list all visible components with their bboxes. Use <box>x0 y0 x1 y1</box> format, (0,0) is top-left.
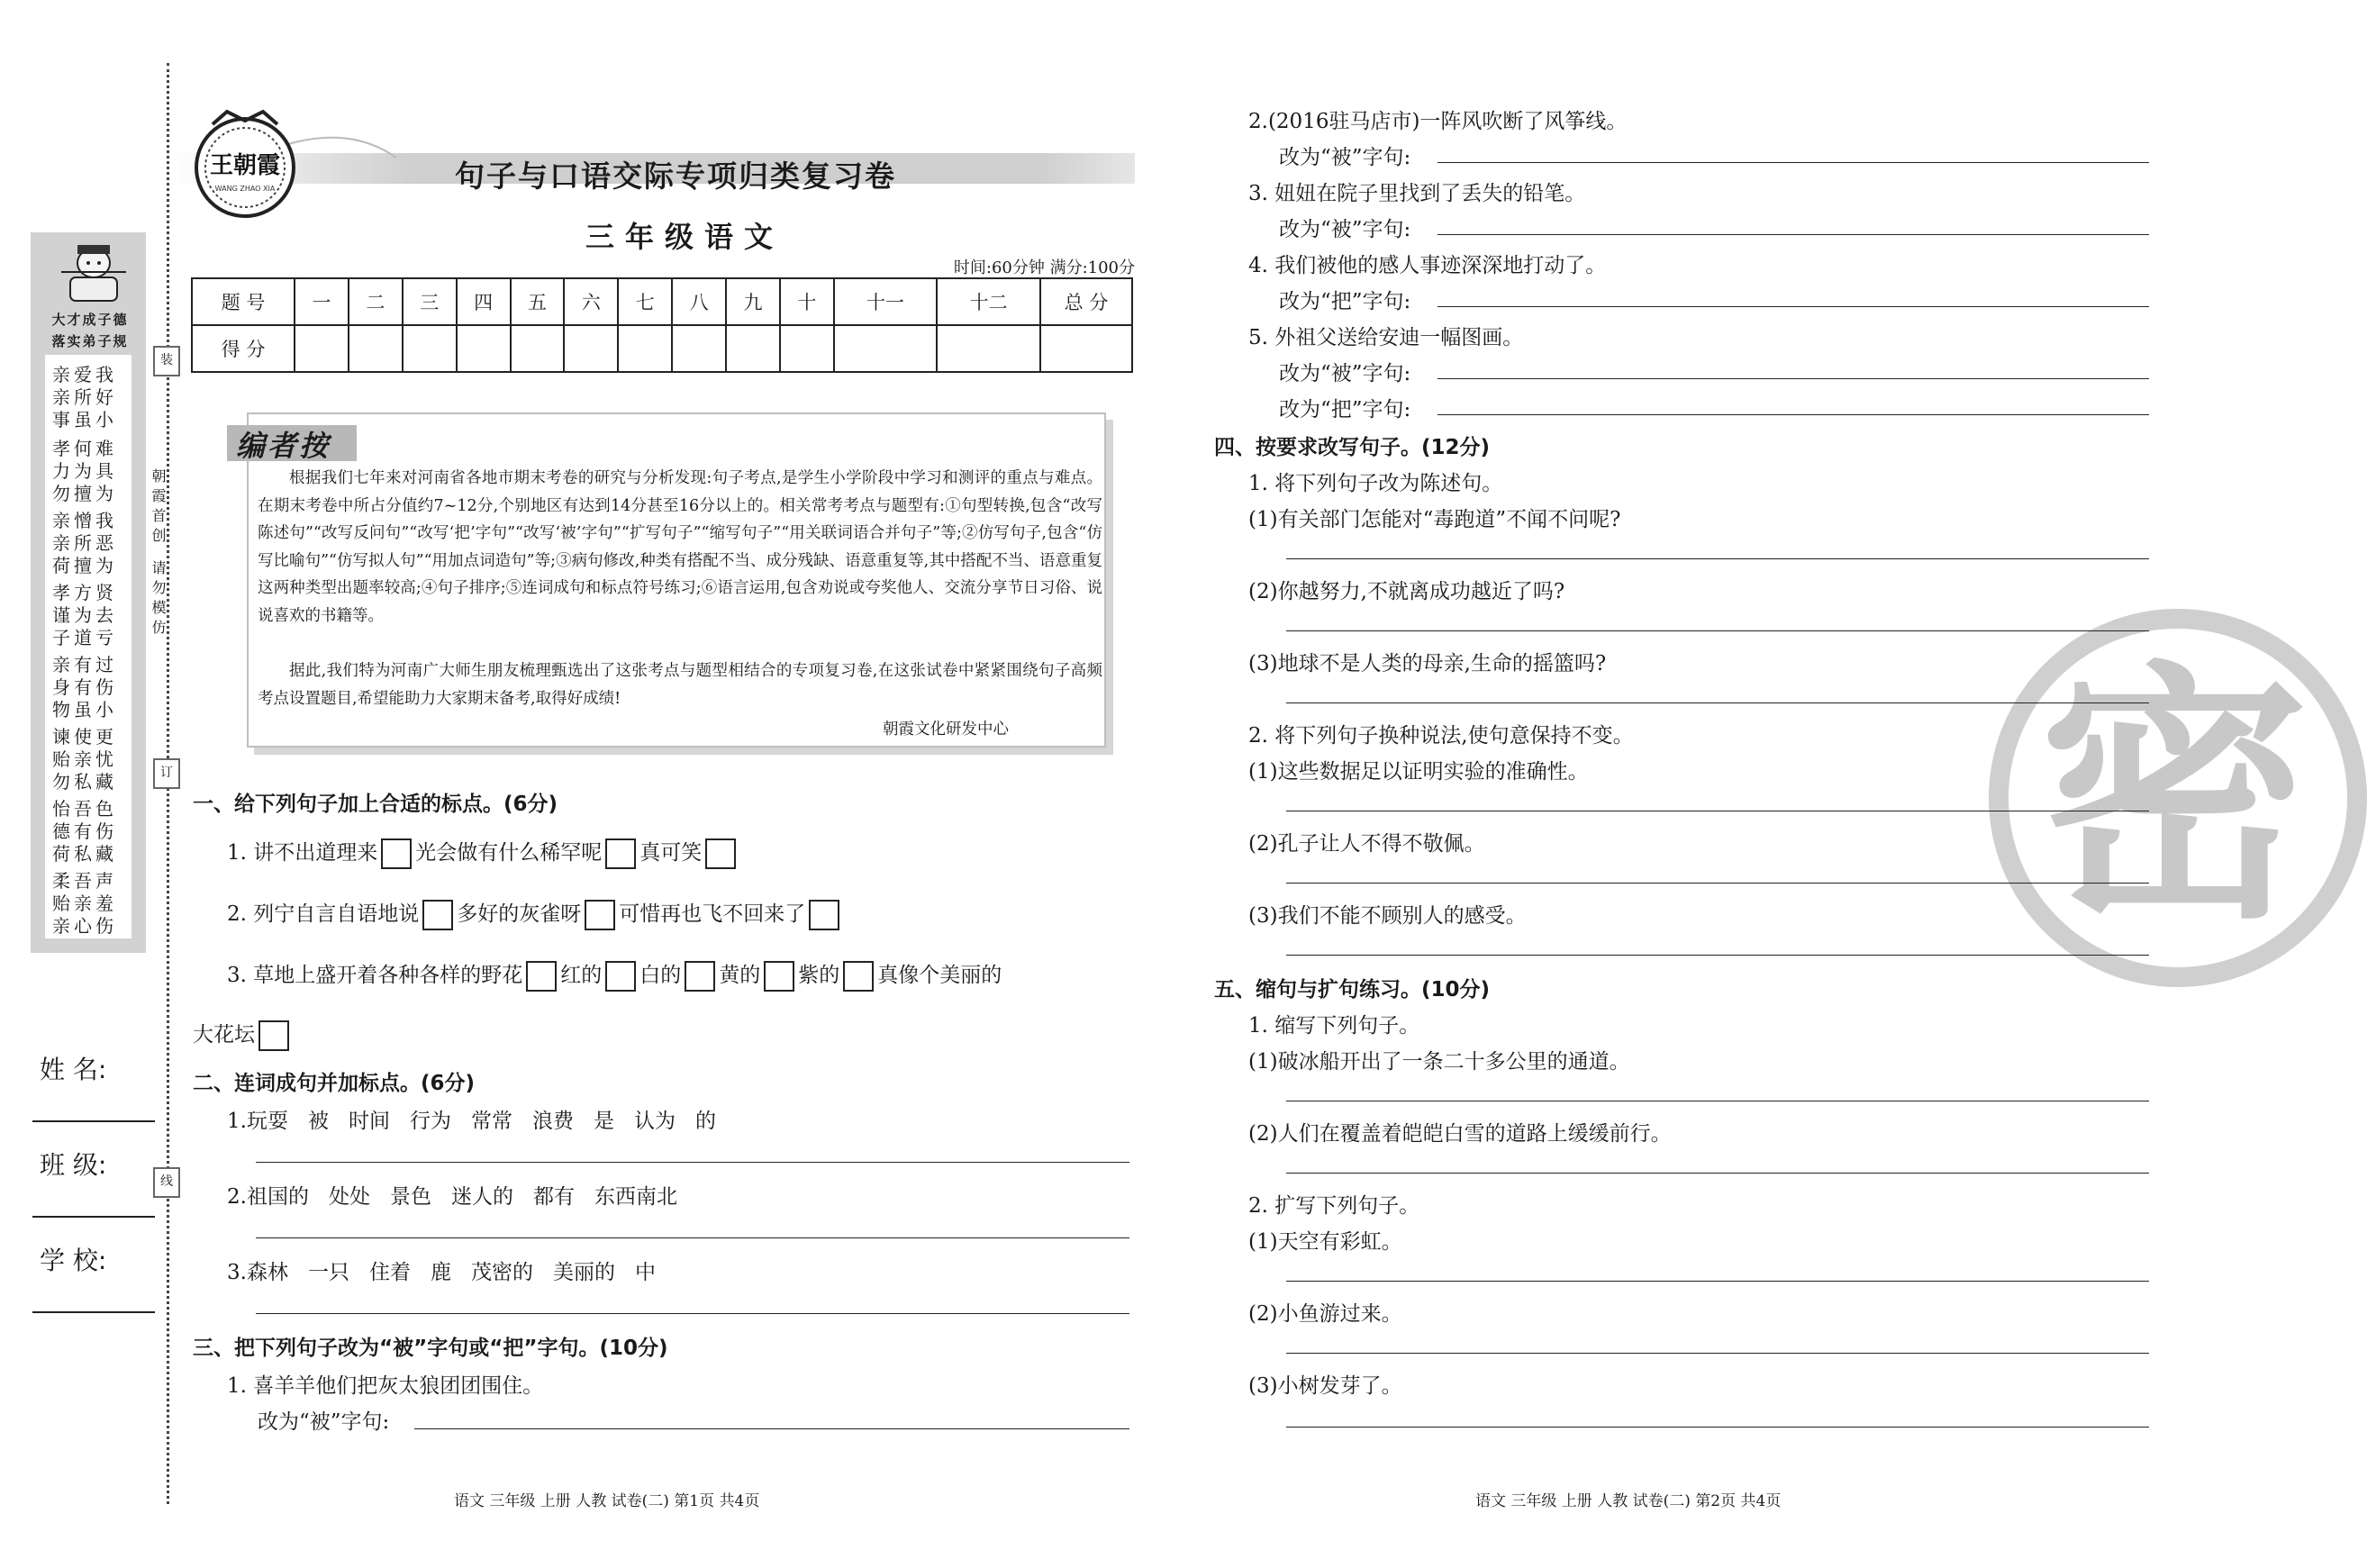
punctuation-box[interactable] <box>705 838 736 869</box>
answer-line[interactable] <box>1286 955 2149 956</box>
rule-row: 谏使更 贻亲忧 勿私藏 <box>52 726 117 793</box>
section5-item: (3)小树发芽了。 <box>1248 1374 1402 1398</box>
editor-note-signature: 朝霞文化研发中心 <box>883 721 1009 739</box>
answer-line[interactable] <box>1286 558 2149 559</box>
answer-prompt: 改为“被”字句: <box>1279 146 1411 169</box>
rule-row: 孝方贤 谨为去 子道亏 <box>52 582 117 648</box>
score-header-cell: 五 <box>511 278 565 325</box>
punctuation-box[interactable] <box>605 961 636 992</box>
score-header-cell: 三 <box>403 278 457 325</box>
page-subtitle: 三年级语文 <box>585 220 784 254</box>
seal-mark: 装 <box>153 346 180 376</box>
section4-question-1: 1. 将下列句子改为陈述句。 <box>1248 472 1503 495</box>
score-header-row <box>192 278 1132 325</box>
section4-item: (2)孔子让人不得不敬佩。 <box>1248 832 1485 856</box>
section2-heading: 二、连词成句并加标点。(6分) <box>193 1072 476 1095</box>
school-label: 学 校: <box>40 1246 107 1275</box>
score-header-cell: 题 号 <box>192 278 295 325</box>
rule-row: 柔吾声 贻亲羞 亲心伤 <box>52 870 117 937</box>
score-header-cell: 十一 <box>834 278 938 325</box>
answer-line[interactable] <box>256 1162 1129 1163</box>
seal-mark: 线 <box>153 1167 180 1198</box>
answer-line[interactable] <box>1437 162 2149 163</box>
section5-question-1: 1. 缩写下列句子。 <box>1248 1014 1420 1038</box>
score-cell[interactable] <box>564 325 618 372</box>
score-value-row <box>192 325 1132 372</box>
score-cell[interactable] <box>618 325 672 372</box>
answer-line[interactable] <box>1437 414 2149 415</box>
section3-question-2: 2.(2016驻马店市)一阵风吹断了风筝线。 <box>1248 110 1628 133</box>
punctuation-box[interactable] <box>764 961 794 992</box>
seal-mark: 订 <box>153 758 180 789</box>
score-cell[interactable] <box>511 325 565 372</box>
section1-question-2: 2. 列宁自言自语地说 多好的灰雀呀 可惜再也飞不回来了 <box>227 897 843 930</box>
score-header-cell: 六 <box>564 278 618 325</box>
punctuation-box[interactable] <box>526 961 557 992</box>
section3-question-5: 5. 外祖父送给安迪一幅图画。 <box>1248 326 1524 349</box>
punctuation-box[interactable] <box>605 838 636 869</box>
rule-row: 亲爱我 亲所好 事虽小 <box>52 364 117 431</box>
score-cell[interactable] <box>403 325 457 372</box>
brand-logo <box>177 106 313 223</box>
vertical-note-no-copy: 请勿模仿 <box>150 560 167 639</box>
score-header-cell: 总 分 <box>1040 278 1132 325</box>
section5-item: (2)人们在覆盖着皑皑白雪的道路上缓缓前行。 <box>1248 1122 1672 1146</box>
section2-question-1: 1.玩耍 被 时间 行为 常常 浪费 是 认为 的 <box>227 1110 716 1133</box>
answer-prompt: 改为“把”字句: <box>1279 290 1411 313</box>
section3-question-1: 1. 喜羊羊他们把灰太狼团团围住。 <box>227 1374 544 1398</box>
answer-line[interactable] <box>1286 883 2149 884</box>
vertical-note-original: 朝霞首创 <box>150 468 167 548</box>
section5-item: (1)天空有彩虹。 <box>1248 1230 1402 1254</box>
section3-heading: 三、把下列句子改为“被”字句或“把”字句。(10分) <box>193 1337 668 1360</box>
name-label: 姓 名: <box>40 1055 107 1084</box>
score-header-cell: 十二 <box>937 278 1040 325</box>
answer-line[interactable] <box>1286 1427 2149 1428</box>
answer-line[interactable] <box>1437 306 2149 307</box>
rule-row: 怡吾色 德有伤 荷私藏 <box>52 798 117 865</box>
time-info: 时间:60分钟 满分:100分 <box>953 258 1135 277</box>
section4-item: (1)这些数据足以证明实验的准确性。 <box>1248 760 1589 784</box>
secret-watermark-char: 密 <box>2039 640 2309 955</box>
section5-heading: 五、缩句与扩句练习。(10分) <box>1214 978 1491 1002</box>
section5-item: (1)破冰船开出了一条二十多公里的通道。 <box>1248 1050 1630 1074</box>
answer-line[interactable] <box>256 1313 1129 1314</box>
answer-line[interactable] <box>256 1237 1129 1238</box>
score-header-cell: 一 <box>295 278 349 325</box>
answer-line[interactable] <box>1286 702 2149 703</box>
score-table <box>191 277 1133 373</box>
answer-prompt: 改为“被”字句: <box>1279 362 1411 385</box>
score-cell[interactable] <box>726 325 780 372</box>
rule-row: 亲憎我 亲所恶 荷擅为 <box>52 510 117 576</box>
answer-prompt: 改为“被”字句: <box>1279 218 1411 241</box>
score-cell[interactable] <box>672 325 726 372</box>
answer-line[interactable] <box>414 1428 1129 1429</box>
logo-text: 王朝霞 <box>209 152 281 179</box>
section3-question-4: 4. 我们被他的感人事迹深深地打动了。 <box>1248 254 1607 277</box>
answer-line[interactable] <box>1286 1353 2149 1354</box>
answer-line[interactable] <box>1286 1173 2149 1174</box>
score-cell[interactable] <box>349 325 403 372</box>
punctuation-box[interactable] <box>381 838 412 869</box>
section1-question-1: 1. 讲不出道理来 光会做有什么稀罕呢 真可笑 <box>227 836 739 869</box>
section2-question-2: 2.祖国的 处处 景色 迷人的 都有 东西南北 <box>227 1185 677 1209</box>
score-header-cell: 四 <box>457 278 511 325</box>
class-field[interactable] <box>32 1216 155 1218</box>
answer-line[interactable] <box>1286 1281 2149 1282</box>
score-total-cell[interactable] <box>1040 325 1132 372</box>
motto-line-2: 落实弟子规 <box>51 333 129 349</box>
motto-line-1: 大才成子德 <box>51 312 129 328</box>
punctuation-box[interactable] <box>258 1020 289 1051</box>
class-label: 班 级: <box>40 1150 107 1180</box>
score-header-cell: 二 <box>349 278 403 325</box>
punctuation-box[interactable] <box>422 900 453 930</box>
section2-question-3: 3.森林 一只 住着 鹿 茂密的 美丽的 中 <box>227 1261 656 1284</box>
answer-line[interactable] <box>1437 378 2149 379</box>
section3-question-3: 3. 妞妞在院子里找到了丢失的铅笔。 <box>1248 182 1586 205</box>
section1-heading: 一、给下列句子加上合适的标点。(6分) <box>193 793 558 816</box>
score-header-cell: 九 <box>726 278 780 325</box>
score-header-cell: 七 <box>618 278 672 325</box>
name-field[interactable] <box>32 1120 155 1122</box>
score-cell[interactable] <box>937 325 1040 372</box>
score-row-label: 得 分 <box>192 325 295 372</box>
section4-item: (1)有关部门怎能对“毒跑道”不闻不问呢? <box>1248 508 1621 531</box>
section1-question-3-cont: 大花坛 <box>193 1018 293 1051</box>
score-header-cell: 八 <box>672 278 726 325</box>
punctuation-box[interactable] <box>585 900 615 930</box>
answer-prompt: 改为“被”字句: <box>258 1410 390 1434</box>
page-title: 句子与口语交际专项归类复习卷 <box>455 159 896 194</box>
score-cell[interactable] <box>834 325 938 372</box>
punctuation-box[interactable] <box>843 961 874 992</box>
rule-row: 孝何难 力为具 勿擅为 <box>52 438 117 504</box>
punctuation-box[interactable] <box>685 961 715 992</box>
school-field[interactable] <box>32 1311 155 1313</box>
answer-line[interactable] <box>1437 234 2149 235</box>
editor-note-paragraph: 据此,我们特为河南广大师生朋友梳理甄选出了这张考点与题型相结合的专项复习卷,在这张试卷中紧紧围绕句子高频考点设置题目,希望能助力大家期末备考,取得好成绩! <box>258 662 1102 708</box>
answer-line[interactable] <box>1286 630 2149 631</box>
section4-heading: 四、按要求改写句子。(12分) <box>1214 436 1491 459</box>
punctuation-box[interactable] <box>809 900 839 930</box>
editor-note-paragraph: 根据我们七年来对河南省各地市期末考卷的研究与分析发现:句子考点,是学生小学阶段中学习和测评的重点与难点。在期末考卷中所占分值约7~12分,个别地区有达到14分甚至16分以上的。相关常考考点与题型有:①句型转换,包含“改写陈述句”“改写反问句”“改写‘把’字句”“改写‘被’字句”“扩写句子”“缩写句子”“用关联词语合并句子”等;②仿写句子,包含“仿写比喻句”“仿写拟人句”“用加点词造句”等;③病句修改,种类有搭配不当、成分残缺、语意重复等,其中搭配不当、语意重复这两种类型出题率较高;④句子排序;⑤连词成句和标点符号练习;⑥语言运用,包含劝说或夸奖他人、交流分享节日习俗、说说喜欢的书籍等。 <box>258 469 1102 625</box>
logo-subtext: WANG ZHAO XIA <box>214 185 276 193</box>
section5-item: (2)小鱼游过来。 <box>1248 1302 1402 1326</box>
footer-right: 语文 三年级 上册 人教 试卷(二) 第2页 共4页 <box>1475 1492 1782 1510</box>
scholar-mascot-icon <box>43 236 144 304</box>
section4-question-2: 2. 将下列句子换种说法,使句意保持不变。 <box>1248 724 1634 748</box>
score-cell[interactable] <box>457 325 511 372</box>
editor-note-title: 编者按 <box>236 429 331 463</box>
section4-item: (3)我们不能不顾别人的感受。 <box>1248 904 1527 928</box>
score-cell[interactable] <box>295 325 349 372</box>
section4-item: (2)你越努力,不就离成功越近了吗? <box>1248 580 1565 603</box>
footer-left: 语文 三年级 上册 人教 试卷(二) 第1页 共4页 <box>454 1492 760 1510</box>
section4-item: (3)地球不是人类的母亲,生命的摇篮吗? <box>1248 652 1607 675</box>
section1-question-3: 3. 草地上盛开着各种各样的野花 红的 白的 黄的 紫的 真像个美丽的 <box>227 958 1002 992</box>
score-header-cell: 十 <box>780 278 834 325</box>
score-cell[interactable] <box>780 325 834 372</box>
answer-prompt: 改为“把”字句: <box>1279 398 1411 421</box>
rule-row: 亲有过 身有伤 物虽小 <box>52 654 117 721</box>
section5-question-2: 2. 扩写下列句子。 <box>1248 1194 1420 1218</box>
